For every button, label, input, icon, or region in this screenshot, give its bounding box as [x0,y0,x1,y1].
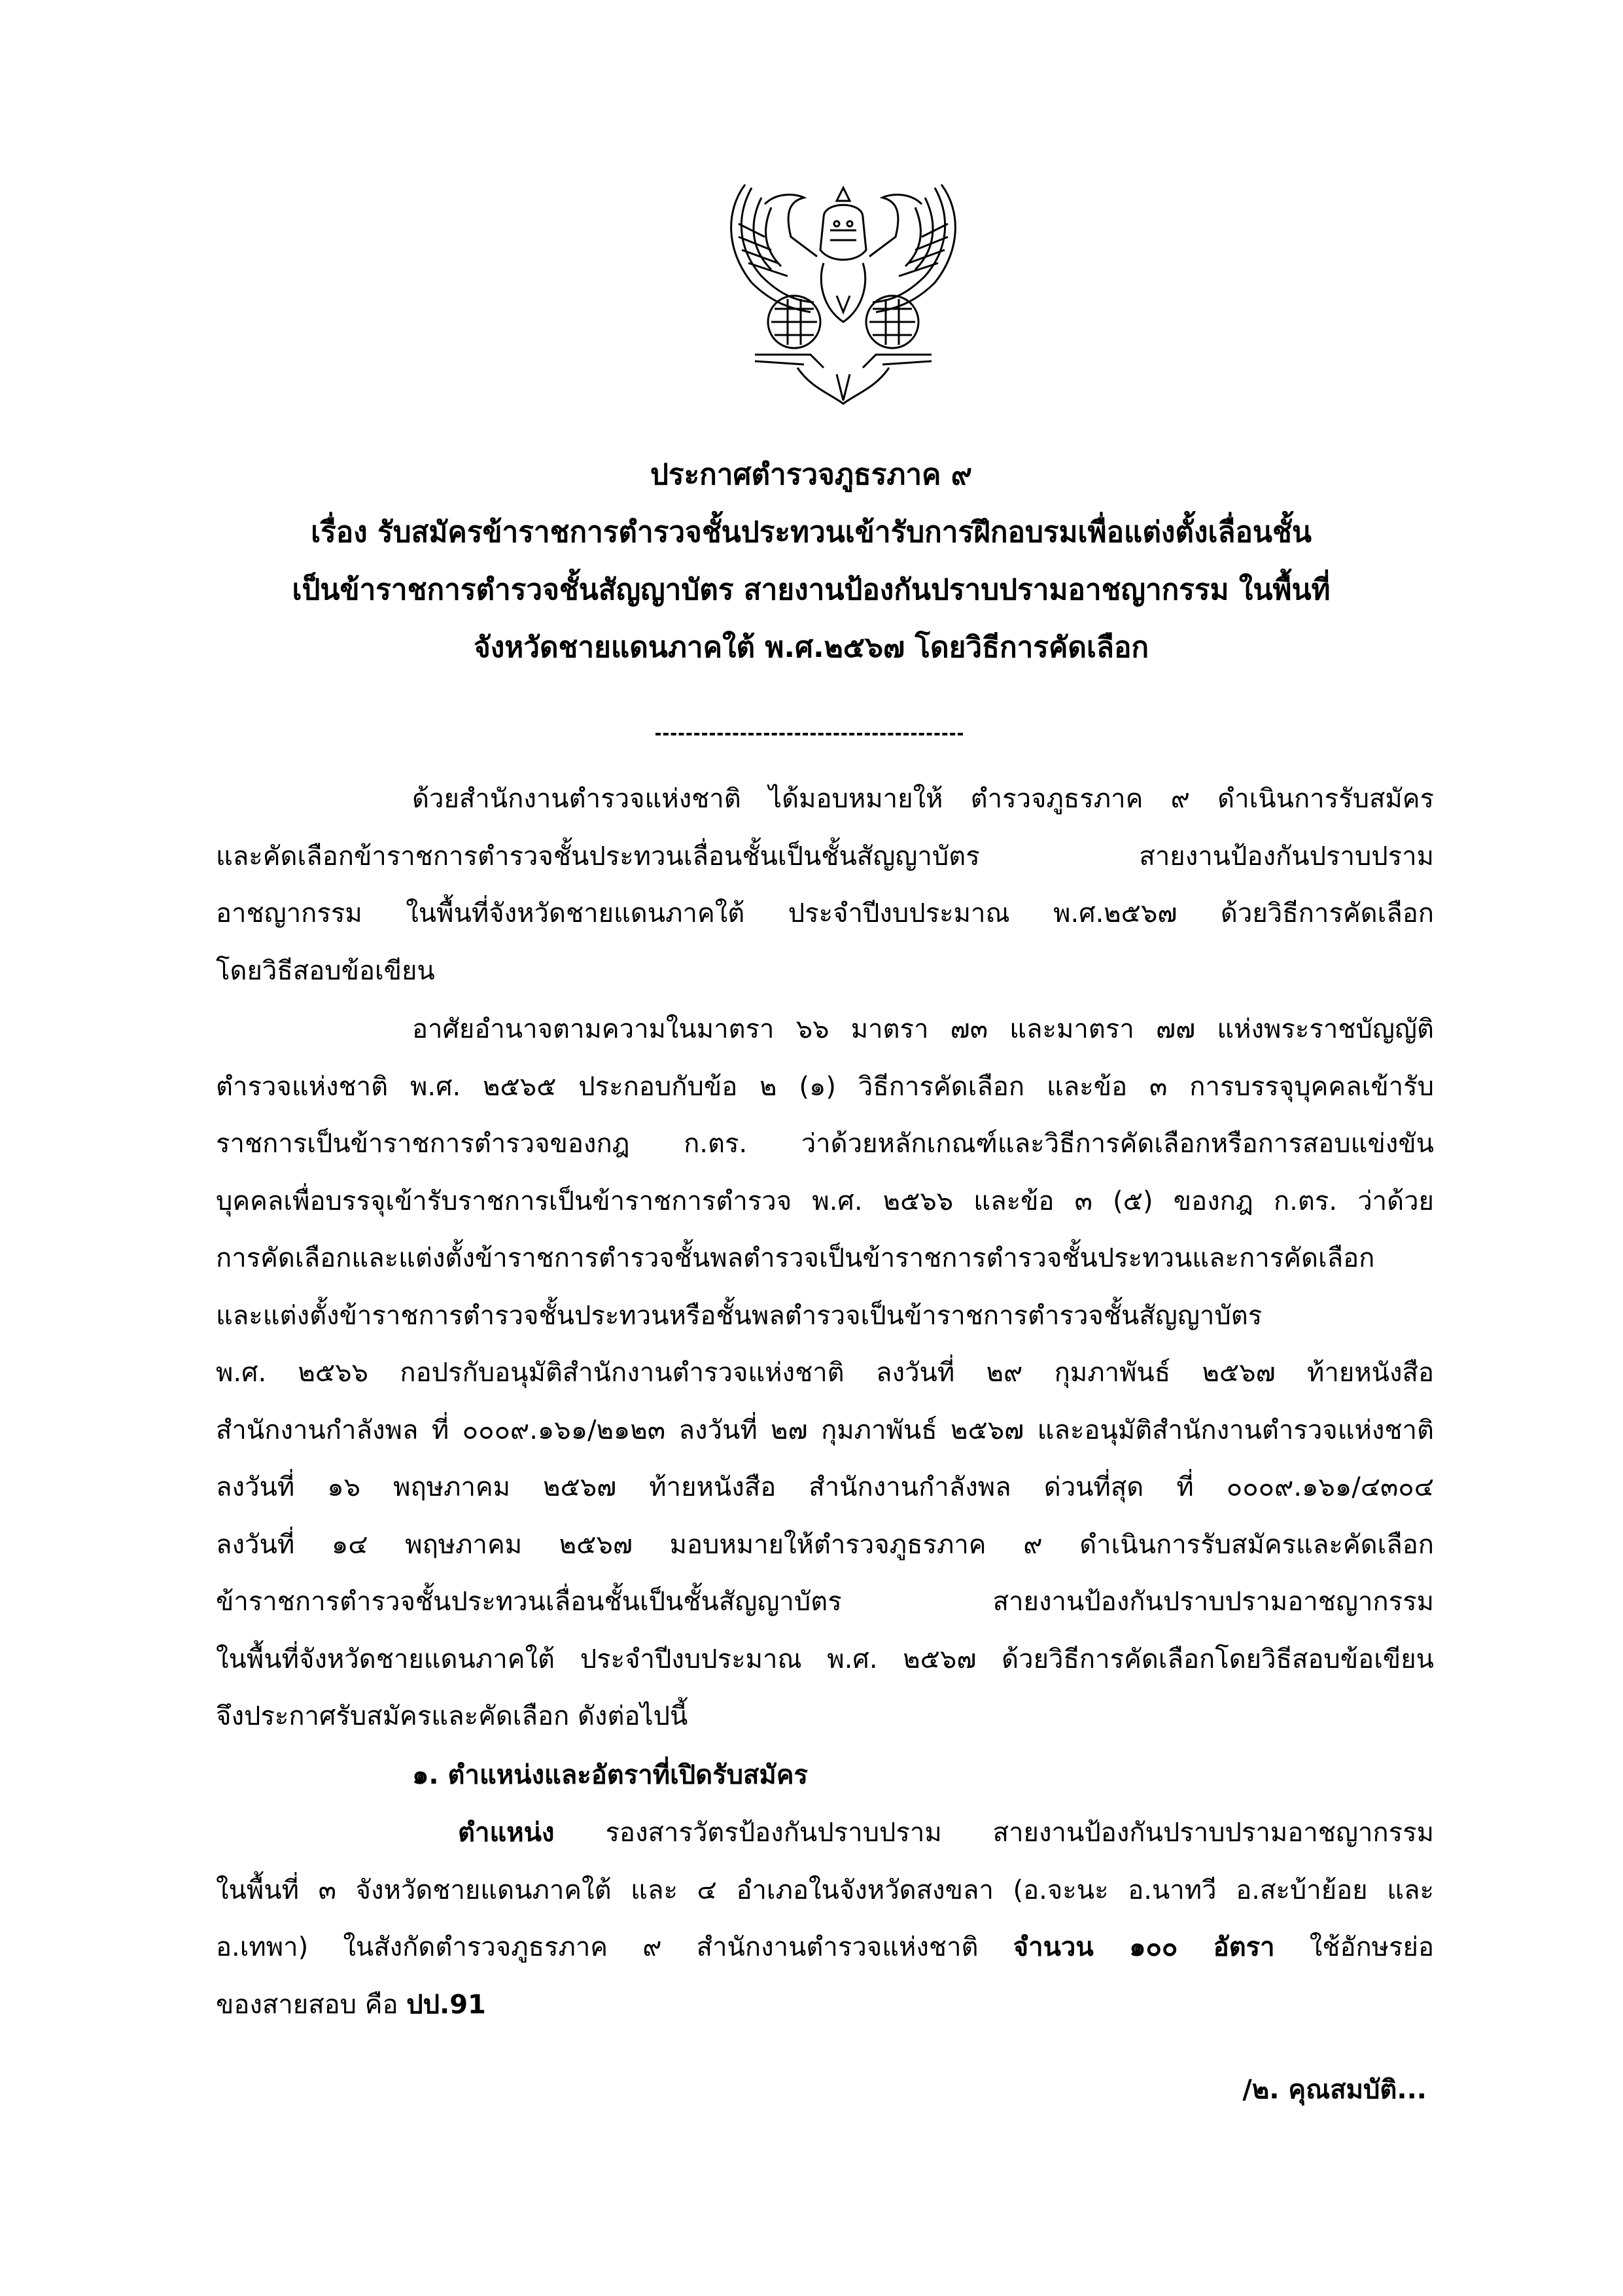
paragraph-line: จึงประกาศรับสมัครและคัดเลือก ดังต่อไปนี้ [216,1701,688,1731]
announcement-title: ประกาศตำรวจภูธรภาค ๙ [650,458,973,491]
exam-code: ปป.91 [406,1989,486,2020]
page-continuation: /๒. คุณสมบัติ... [1242,2075,1427,2105]
paragraph-line: และแต่งตั้งข้าราชการตำรวจชั้นประทวนหรือชั้นพลตำรวจเป็นข้าราชการตำรวจชั้นสัญญาบัตร [216,1300,1263,1331]
paragraph-line: ลงวันที่ ๑๔ พฤษภาคม ๒๕๖๗ มอบหมายให้ตำรวจภูธรภาค ๙ ดำเนินการรับสมัครและคัดเลือก [216,1529,1434,1560]
paragraph-line: ด้วยสำนักงานตำรวจแห่งชาติ ได้มอบหมายให้ ตำรวจภูธรภาค ๙ ดำเนินการรับสมัคร [412,784,1434,814]
section-1-heading: ๑. ตำแหน่งและอัตราที่เปิดรับสมัคร [412,1760,808,1790]
abbreviation-intro: ใช้อักษรย่อ [1274,1932,1434,1962]
exam-code-label: ของสายสอบ คือ [216,1989,407,2020]
subject-line-1: เรื่อง รับสมัครข้าราชการตำรวจชั้นประทวนเข้ารับการฝึกอบรมเพื่อแต่งตั้งเลื่อนชั้น [311,516,1312,549]
position-label: ตำแหน่ง [458,1818,555,1848]
garuda-emblem-icon [725,171,962,407]
paragraph-1 [216,771,1434,1000]
section-1-body [216,1805,1434,2034]
paragraph-line: ในพื้นที่จังหวัดชายแดนภาคใต้ ประจำปีงบประมาณ พ.ศ. ๒๕๖๗ ด้วยวิธีการคัดเลือกโดยวิธีสอบข้อเขียน [216,1644,1434,1674]
paragraph-line: ราชการเป็นข้าราชการตำรวจของกฎ ก.ตร. ว่าด้วยหลักเกณฑ์และวิธีการคัดเลือกหรือการสอบแข่งขัน [216,1129,1434,1159]
header-divider [655,733,963,735]
exam-code-line [216,1977,1434,2034]
paragraph-line: ข้าราชการตำรวจชั้นประทวนเลื่อนชั้นเป็นชั้นสัญญาบัตร สายงานป้องกันปราบปรามอาชญากรรม [216,1587,1434,1617]
area-line: ในพื้นที่ ๓ จังหวัดชายแดนภาคใต้ และ ๔ อำเภอในจังหวัดสงขลา (อ.จะนะ อ.นาทวี อ.สะบ้าย้อย และ [216,1875,1434,1905]
section-1-heading-block [216,1747,1434,1805]
paragraph-line: ตำรวจแห่งชาติ พ.ศ. ๒๕๖๕ ประกอบกับข้อ ๒ (๑) วิธีการคัดเลือก และข้อ ๓ การบรรจุบุคคลเข้ารับ [216,1071,1434,1102]
subject-line-2: เป็นข้าราชการตำรวจชั้นสัญญาบัตร สายงานป้องกันปราบปรามอาชญากรรม ในพื้นที่ [292,573,1331,607]
paragraph-line: อาชญากรรม ในพื้นที่จังหวัดชายแดนภาคใต้ ประจำปีงบประมาณ พ.ศ.๒๕๖๗ ด้วยวิธีการคัดเลือก [216,898,1434,928]
paragraph-line: และคัดเลือกข้าราชการตำรวจชั้นประทวนเลื่อนชั้นเป็นชั้นสัญญาบัตร สายงานป้องกันปราบปราม [216,841,1434,872]
paragraph-line: พ.ศ. ๒๕๖๖ กอปรกับอนุมัติสำนักงานตำรวจแห่งชาติ ลงวันที่ ๒๙ กุมภาพันธ์ ๒๕๖๗ ท้ายหนังสือ [216,1358,1434,1388]
paragraph-line: ลงวันที่ ๑๖ พฤษภาคม ๒๕๖๗ ท้ายหนังสือ สำนักงานกำลังพล ด่วนที่สุด ที่ ๐๐๐๙.๑๖๑/๔๓๐๔ [216,1472,1434,1502]
paragraph-2 [216,1001,1434,1746]
affiliation-text: อ.เทพา) ในสังกัดตำรวจภูธรภาค ๙ สำนักงานตำรวจแห่งชาติ [216,1932,1013,1962]
paragraph-line: อาศัยอำนาจตามความในมาตรา ๖๖ มาตรา ๗๓ และมาตรา ๗๗ แห่งพระราชบัญญัติ [412,1014,1434,1044]
paragraph-line: การคัดเลือกและแต่งตั้งข้าราชการตำรวจชั้นพลตำรวจเป็นข้าราชการตำรวจชั้นประทวนและการคัดเลือก [216,1243,1375,1273]
position-description: รองสารวัตรป้องกันปราบปราม สายงานป้องกันปราบปรามอาชญากรรม [554,1818,1434,1848]
quota-line [216,1919,1434,1977]
announcement-header [222,446,1400,677]
paragraph-line: บุคคลเพื่อบรรจุเข้ารับราชการเป็นข้าราชการตำรวจ พ.ศ. ๒๕๖๖ และข้อ ๓ (๕) ของกฎ ก.ตร. ว่าด้วย [216,1186,1434,1216]
paragraph-line: โดยวิธีสอบข้อเขียน [216,955,435,986]
quota-count: จำนวน ๑๐๐ อัตรา [1013,1932,1275,1962]
subject-line-3: จังหวัดชายแดนภาคใต้ พ.ศ.๒๕๖๗ โดยวิธีการคัดเลือก [473,631,1149,664]
position-line [216,1805,1434,1862]
paragraph-line: สำนักงานกำลังพล ที่ ๐๐๐๙.๑๖๑/๒๑๒๓ ลงวันที่ ๒๗ กุมภาพันธ์ ๒๕๖๗ และอนุมัติสำนักงานตำรวจแห่งชาติ [216,1415,1434,1445]
